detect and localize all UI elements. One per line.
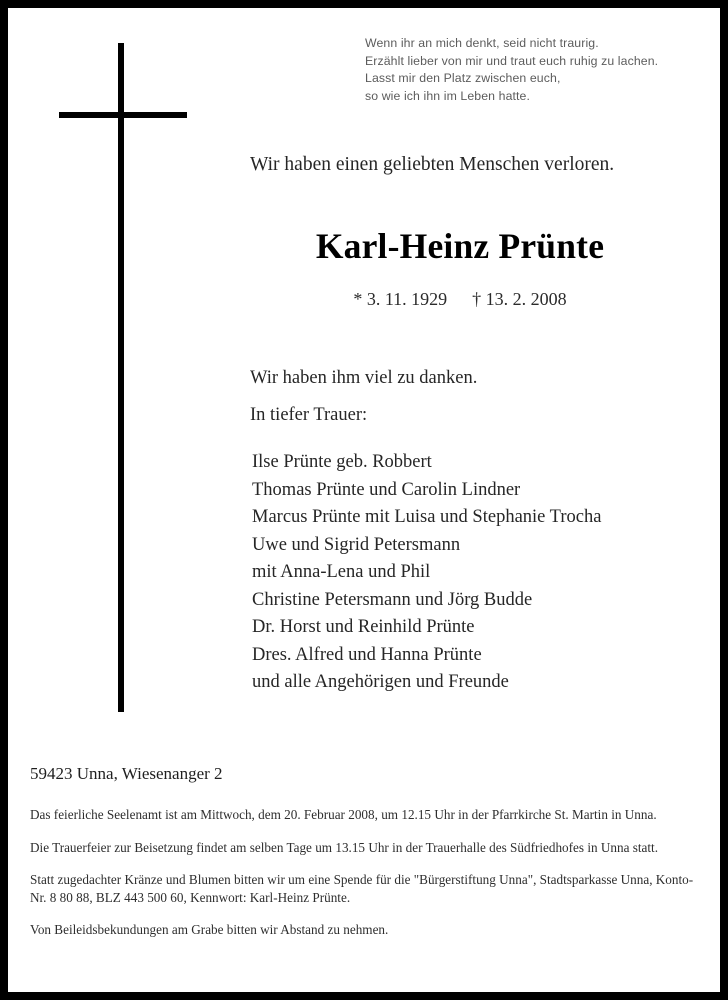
list-item: Christine Petersmann und Jörg Budde — [252, 589, 533, 610]
address: 59423 Unna, Wiesenanger 2 — [30, 764, 223, 783]
list-item: Dr. Horst und Reinhild Prünte — [252, 617, 475, 637]
list-item: Dres. Alfred und Hanna Prünte — [252, 644, 482, 665]
donation-paragraph: Statt zugedachter Kränze und Blumen bitten wir um eine Spende für die "Bürgerstiftung Unna", Stadtsparkasse Unna, Konto-Nr. 8 80 88, BLZ 443 500 60, Kennwort: Karl-Heinz Prünte. — [30, 872, 694, 905]
list-item: Uwe und Sigrid Petersmann — [252, 534, 461, 555]
lead-statement: Wir haben einen geliebten Menschen verloren. — [250, 154, 615, 175]
thanks-statement: Wir haben ihm viel zu danken. — [250, 368, 478, 388]
list-item: Ilse Prünte geb. Robbert — [252, 452, 432, 472]
christian-cross-icon — [8, 8, 238, 728]
poem-line: Lasst mir den Platz zwischen euch, — [365, 71, 561, 86]
death-symbol: † — [472, 289, 482, 309]
condolence-paragraph: Von Beileidsbekundungen am Grabe bitten wir Abstand zu nehmen. — [30, 922, 389, 938]
poem-line: Erzählt lieber von mir und traut euch ruhig zu lachen. — [365, 53, 659, 68]
birth-date: 3. 11. 1929 — [366, 289, 448, 309]
notice-content — [8, 8, 720, 992]
service-details — [30, 806, 696, 939]
service-paragraph: Die Trauerfeier zur Beisetzung findet am selben Tage um 13.15 Uhr in der Trauerhalle des Südfriedhofes in Unna statt. — [30, 839, 659, 855]
mourning-label: In tiefer Trauer: — [250, 405, 368, 425]
memorial-poem — [365, 35, 705, 105]
list-item: mit Anna-Lena und Phil — [252, 562, 431, 582]
survivors-list — [252, 449, 601, 697]
cross-vertical-bar — [118, 43, 124, 712]
list-item: Marcus Prünte mit Luisa und Stephanie Trocha — [252, 507, 602, 527]
life-dates — [250, 288, 670, 310]
list-item: Thomas Prünte und Carolin Lindner — [252, 479, 521, 500]
death-date: 13. 2. 2008 — [485, 289, 567, 309]
list-item: und alle Angehörigen und Freunde — [252, 672, 509, 692]
deceased-name: Karl-Heinz Prünte — [315, 226, 605, 266]
cross-horizontal-bar — [59, 112, 187, 118]
poem-line: so wie ich ihn im Leben hatte. — [365, 88, 531, 103]
service-paragraph: Das feierliche Seelenamt ist am Mittwoch, dem 20. Februar 2008, um 12.15 Uhr in der Pfarrkirche St. Martin in Unna. — [30, 807, 657, 822]
birth-symbol: * — [353, 289, 363, 309]
poem-line: Wenn ihr an mich denkt, seid nicht traurig. — [365, 36, 599, 50]
